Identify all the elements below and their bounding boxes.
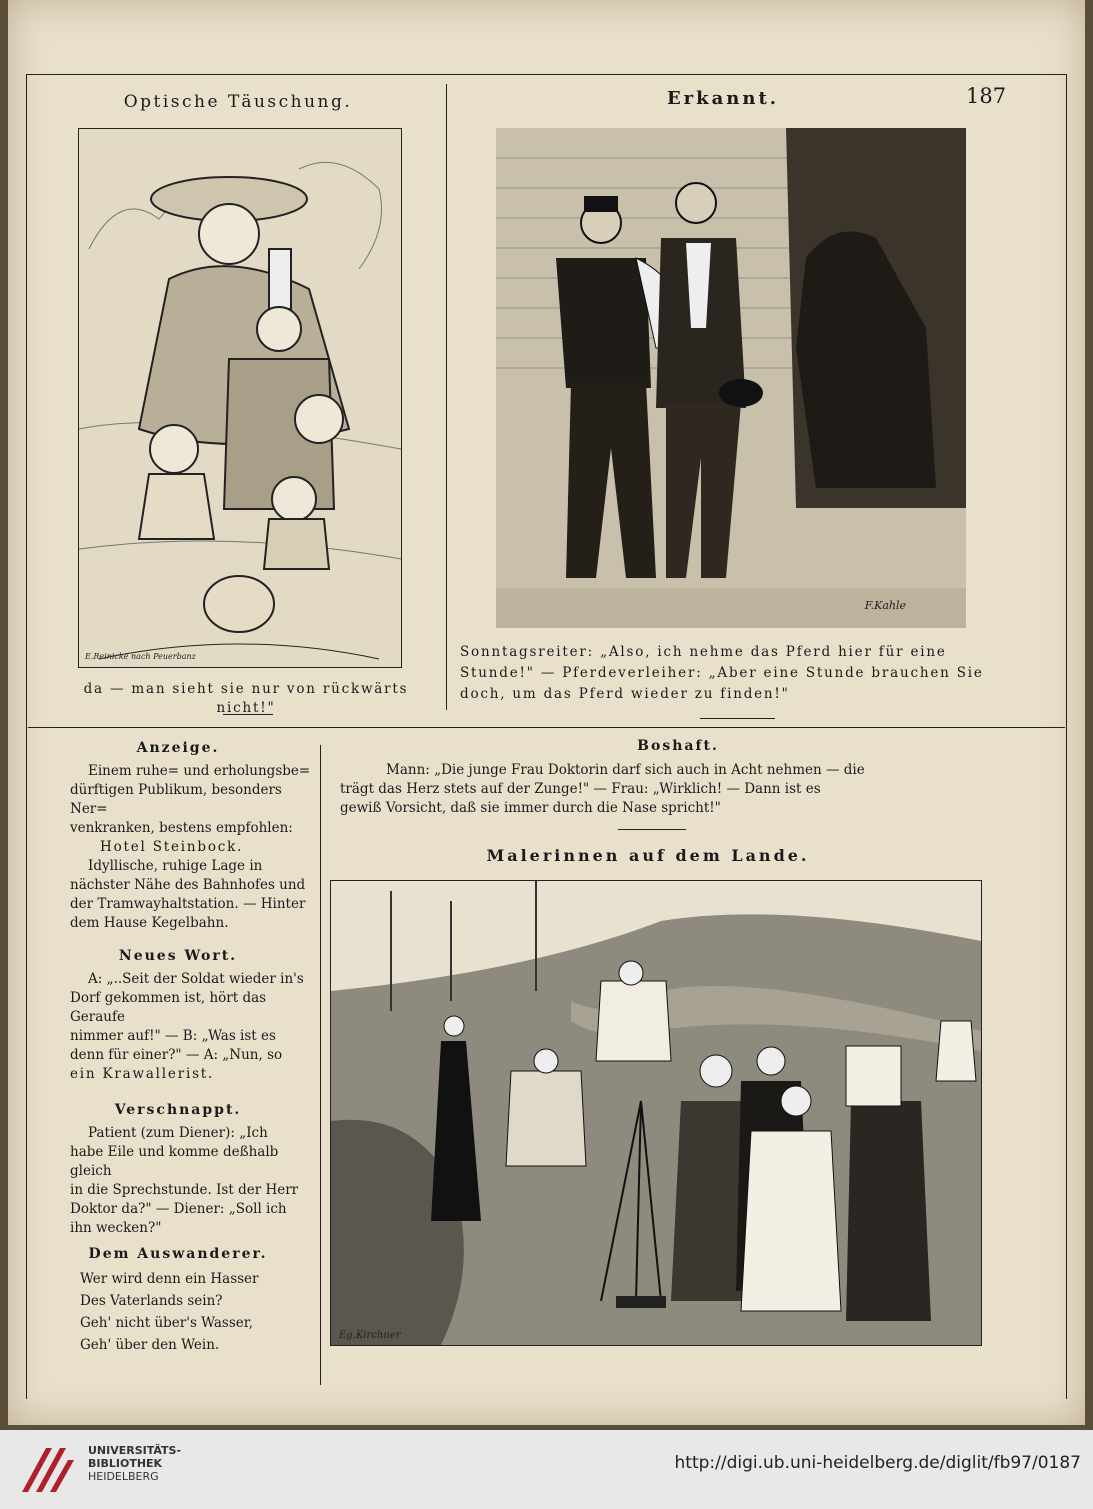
- anzeige-line-7: der Tramwayhaltstation. — Hinter: [70, 896, 306, 912]
- scanned-page: [8, 0, 1085, 1425]
- frame-top-rule: [26, 74, 1067, 75]
- women-painters-drawing: [331, 881, 981, 1345]
- library-name-line-2: BIBLIOTHEK: [88, 1457, 163, 1470]
- riders-drawing: [496, 128, 966, 628]
- verschnappt-line-2: habe Eile und komme deßhalb gleich: [70, 1144, 279, 1179]
- source-url-link[interactable]: http://digi.ub.uni-heidelberg.de/diglit/fb97/0187: [674, 1453, 1081, 1473]
- neues-wort-line-4: denn für einer?" — A: „Nun, so: [70, 1047, 283, 1063]
- boshaft-line-1: Mann: „Die junge Frau Doktorin darf sich auch in Acht nehmen — die: [386, 762, 865, 778]
- verschnappt-text: [70, 1124, 318, 1238]
- title-optische-taeuschung: Optische Täuschung.: [123, 92, 353, 112]
- anzeige-line-1: Einem ruhe= und erholungsbe=: [88, 763, 311, 779]
- boshaft-text: [340, 761, 980, 818]
- separator-right-top: [700, 718, 775, 719]
- neues-wort-line-5: ein Krawallerist.: [70, 1066, 215, 1082]
- frame-left-rule: [26, 74, 27, 1399]
- section-rule-middle: [28, 727, 1065, 728]
- anzeige-line-2: dürftigen Publikum, besonders Ner=: [70, 782, 282, 817]
- separator-boshaft: [618, 829, 686, 830]
- title-boshaft: Boshaft.: [637, 738, 719, 754]
- boshaft-line-3: gewiß Vorsicht, daß sie immer durch die Nase spricht!": [340, 800, 721, 816]
- column-divider-top: [446, 84, 447, 710]
- title-anzeige: Anzeige.: [136, 740, 220, 756]
- auswanderer-line-1: Wer wird denn ein Hasser: [80, 1271, 259, 1287]
- caption-erkannt-line-1: Sonntagsreiter: „Also, ich nehme das Pferd hier für eine: [460, 644, 947, 660]
- verschnappt-line-1: Patient (zum Diener): „Ich: [88, 1125, 268, 1141]
- verschnappt-line-4: Doktor da?" — Diener: „Soll ich: [70, 1201, 287, 1217]
- neues-wort-line-1: A: „..Seit der Soldat wieder in's: [88, 971, 304, 987]
- separator-left-top: [223, 714, 273, 715]
- auswanderer-poem: [80, 1268, 310, 1356]
- title-erkannt: Erkannt.: [666, 88, 780, 109]
- illustration-women-painters: [330, 880, 982, 1346]
- caption-optische-taeuschung: da — man sieht sie nur von rückwärts nicht!": [83, 681, 409, 716]
- auswanderer-line-3: Geh' nicht über's Wasser,: [80, 1315, 254, 1331]
- neues-wort-line-2: Dorf gekommen ist, hört das Geraufe: [70, 990, 267, 1025]
- caption-erkannt-line-3: doch, um das Pferd wieder zu finden!": [460, 686, 790, 702]
- verschnappt-line-5: ihn wecken?": [70, 1220, 162, 1236]
- title-dem-auswanderer: Dem Auswanderer.: [88, 1246, 268, 1262]
- footer-bar: [0, 1430, 1093, 1509]
- anzeige-text: [70, 762, 318, 933]
- library-logo-icon: [16, 1442, 78, 1498]
- auswanderer-line-4: Geh' über den Wein.: [80, 1337, 220, 1353]
- anzeige-hotel: Hotel Steinbock.: [100, 839, 244, 855]
- title-verschnappt: Verschnappt.: [114, 1102, 242, 1118]
- illustration-family-walk: [78, 128, 402, 668]
- title-malerinnen: Malerinnen auf dem Lande.: [486, 846, 810, 865]
- column-divider-bottom: [320, 745, 321, 1385]
- neues-wort-text: [70, 970, 318, 1084]
- family-walk-drawing: [79, 129, 401, 667]
- caption-erkannt: [460, 642, 1002, 705]
- anzeige-line-3: venkranken, bestens empfohlen:: [70, 820, 293, 836]
- page-number: 187: [966, 84, 1007, 108]
- frame-right-rule: [1066, 74, 1067, 1399]
- neues-wort-line-3: nimmer auf!" — B: „Was ist es: [70, 1028, 276, 1044]
- artist-signature-kirchner: Eg.Kirchner: [339, 1330, 401, 1341]
- verschnappt-line-3: in die Sprechstunde. Ist der Herr: [70, 1182, 299, 1198]
- caption-erkannt-line-2: Stunde!" — Pferdeverleiher: „Aber eine Stunde brauchen Sie: [460, 665, 984, 681]
- anzeige-line-5: Idyllische, ruhige Lage in: [88, 858, 263, 874]
- title-neues-wort: Neues Wort.: [118, 948, 238, 964]
- library-name-line-3: HEIDELBERG: [88, 1470, 159, 1483]
- artist-signature-reinicke: E.Reinicke nach Peuerbanz: [85, 652, 196, 661]
- auswanderer-line-2: Des Vaterlands sein?: [80, 1293, 223, 1309]
- illustration-riders: [496, 128, 966, 628]
- anzeige-line-6: nächster Nähe des Bahnhofes und: [70, 877, 306, 893]
- library-name-line-1: UNIVERSITÄTS-: [88, 1444, 182, 1457]
- anzeige-line-8: dem Hause Kegelbahn.: [70, 915, 229, 931]
- artist-signature-kahle: F.Kahle: [864, 599, 906, 612]
- library-name: [88, 1444, 181, 1483]
- boshaft-line-2: trägt das Herz stets auf der Zunge!" — Frau: „Wirklich! — Dann ist es: [340, 781, 821, 797]
